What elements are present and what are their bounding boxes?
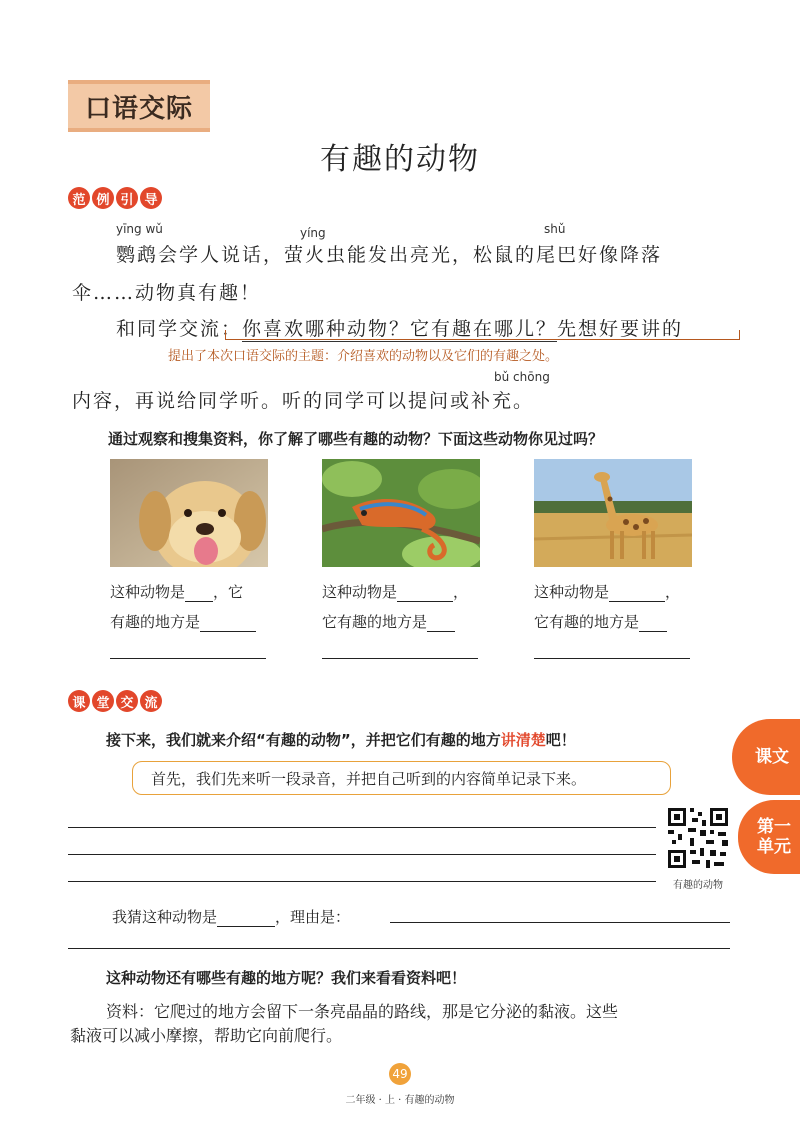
annotation-text: 提出了本次口语交际的主题：介绍喜欢的动物以及它们的有趣之处。 <box>168 349 559 364</box>
animal-2-label-a: 这种动物是 <box>322 583 398 601</box>
animal-2-label-a-end: ， <box>453 583 469 601</box>
tag-char: 流 <box>140 690 162 712</box>
dog-photo <box>110 459 268 567</box>
writing-line[interactable] <box>68 827 656 828</box>
qr-caption: 有趣的动物 <box>673 880 723 891</box>
writing-line[interactable] <box>68 948 730 949</box>
animal-3-line-2 <box>534 611 667 632</box>
animal-3-label-a: 这种动物是 <box>534 583 610 601</box>
animal-1-line-1 <box>110 581 243 602</box>
animal-3-line-1 <box>534 581 680 602</box>
animal-3-blank-line[interactable] <box>534 658 690 659</box>
paragraph-2-tail: 先想好要讲的 <box>557 318 684 340</box>
animal-2-label-b: 它有趣的地方是 <box>322 613 428 631</box>
instruction-bubble-text: 首先，我们先来听一段录音，并把自己听到的内容简单记录下来。 <box>151 769 587 788</box>
qr-code-icon[interactable] <box>666 806 730 870</box>
pinyin-buchong: bǔ chōng <box>494 370 550 384</box>
tag-class-exchange <box>68 690 162 712</box>
animal-2-blank-line[interactable] <box>322 658 478 659</box>
section-banner-label: 口语交际 <box>84 93 193 124</box>
side-tab-lesson-label: 课文 <box>755 746 789 767</box>
paragraph-2-lead: 和同学交流： <box>116 318 243 340</box>
animal-1-label-a-end: ，它 <box>213 583 244 601</box>
animal-3-label-a-end: ， <box>665 583 681 601</box>
annotation-bracket <box>225 330 740 340</box>
intro-after: 吧！ <box>545 731 576 749</box>
intro-text <box>106 729 576 750</box>
tag-char: 交 <box>116 690 138 712</box>
guess-blank[interactable] <box>217 926 275 927</box>
intro-before: 接下来，我们就来介绍“有趣的动物”，并把它们有趣的地方 <box>106 731 501 749</box>
guess-reason-label: ，理由是： <box>275 908 351 926</box>
paragraph-1-line-1: 鹦鹉会学人说话，萤火虫能发出亮光，松鼠的尾巴好像降落 <box>116 244 663 266</box>
tag-char: 堂 <box>92 690 114 712</box>
intro-highlight: 讲清楚 <box>500 731 546 749</box>
material-line-1: 资料：它爬过的地方会留下一条亮晶晶的路线，那是它分泌的黏液。这些 <box>106 1002 619 1021</box>
tag-char: 范 <box>68 187 90 209</box>
animal-2-blank-b[interactable] <box>427 631 455 632</box>
footer-text: 二年级 · 上 · 有趣的动物 <box>345 1095 455 1106</box>
page-number: 49 <box>389 1063 411 1085</box>
section-banner <box>68 80 210 132</box>
paragraph-2-line-2: 内容，再说给同学听。听的同学可以提问或补充。 <box>72 390 535 412</box>
chameleon-photo <box>322 459 480 567</box>
writing-line[interactable] <box>68 881 656 882</box>
question-2: 这种动物还有哪些有趣的地方呢？我们来看看资料吧！ <box>106 969 467 987</box>
animal-1-label-a: 这种动物是 <box>110 583 186 601</box>
animal-1-blank-line[interactable] <box>110 658 266 659</box>
animal-1-blank-a[interactable] <box>185 601 213 602</box>
material-line-2: 黏液可以减小摩擦，帮助它向前爬行。 <box>70 1026 343 1045</box>
animal-3-label-b: 它有趣的地方是 <box>534 613 640 631</box>
pinyin-shu: shǔ <box>544 222 566 236</box>
question-1: 通过观察和搜集资料，你了解了哪些有趣的动物？下面这些动物你见过吗？ <box>108 430 604 448</box>
side-tab-unit-line-2: 单元 <box>757 837 791 857</box>
animal-1-line-2 <box>110 611 256 632</box>
side-tab-lesson[interactable] <box>732 719 800 795</box>
giraffe-photo <box>534 459 692 567</box>
animal-3-blank-b[interactable] <box>639 631 667 632</box>
guess-line <box>112 906 350 927</box>
pinyin-yingwu: yīng wǔ <box>116 222 163 236</box>
tag-char: 课 <box>68 690 90 712</box>
side-tab-unit-one[interactable] <box>738 800 800 874</box>
paragraph-1-line-2: 伞……动物真有趣！ <box>72 282 262 304</box>
tag-char: 导 <box>140 187 162 209</box>
pinyin-ying: yíng <box>300 226 326 240</box>
paragraph-2-underlined: 你喜欢哪种动物？它有趣在哪儿？ <box>242 318 558 340</box>
animal-1-blank-b[interactable] <box>200 631 256 632</box>
tag-char: 引 <box>116 187 138 209</box>
animal-2-line-1 <box>322 581 468 602</box>
tag-char: 例 <box>92 187 114 209</box>
side-tab-unit-line-1: 第一 <box>757 816 791 837</box>
reason-blank-line[interactable] <box>390 922 730 923</box>
page-title: 有趣的动物 <box>320 142 480 177</box>
tag-example-guide <box>68 187 162 209</box>
writing-line[interactable] <box>68 854 656 855</box>
animal-3-blank-a[interactable] <box>609 601 665 602</box>
animal-1-label-b: 有趣的地方是 <box>110 613 201 631</box>
animal-2-line-2 <box>322 611 455 632</box>
guess-label: 我猜这种动物是 <box>112 908 218 926</box>
instruction-bubble <box>132 761 671 795</box>
animal-2-blank-a[interactable] <box>397 601 453 602</box>
